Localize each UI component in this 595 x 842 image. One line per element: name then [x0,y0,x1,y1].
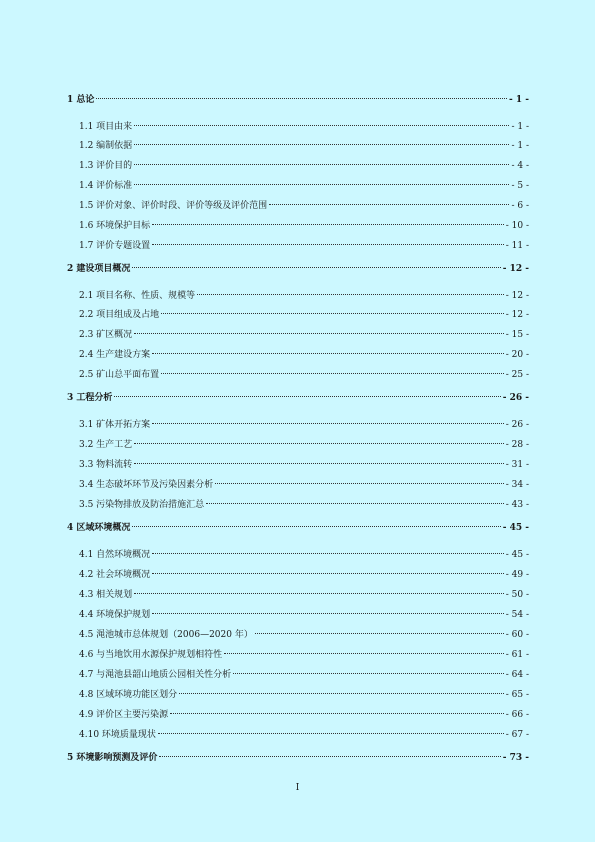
toc-dot-leader [206,503,504,504]
toc-dot-leader [161,373,504,374]
toc-entry-page: - 64 - [505,670,529,680]
toc-section-entry[interactable] [67,548,529,562]
toc-section-entry[interactable] [67,688,529,702]
toc-dot-leader [134,333,504,334]
toc-entry-title: 2.2 项目组成及占地 [79,310,160,320]
toc-entry-page: - 60 - [505,630,529,640]
toc-entry-title: 1.7 评价专题设置 [79,241,151,251]
toc-entry-title: 2.4 生产建设方案 [79,350,151,360]
toc-entry-page: - 12 - [502,264,529,274]
toc-section-entry[interactable] [67,239,529,253]
toc-dot-leader [255,633,504,634]
table-of-contents [67,0,529,842]
toc-entry-title: 4.6 与当地饮用水源保护规划相符性 [79,650,223,660]
toc-entry-title: 1.6 环境保护目标 [79,221,151,231]
toc-entry-page: - 61 - [505,650,529,660]
toc-entry-title: 3.5 污染物排放及防治措施汇总 [79,500,205,510]
toc-dot-leader [179,693,504,694]
toc-entry-page: - 26 - [505,420,529,430]
toc-dot-leader [152,423,504,424]
toc-entry-page: - 49 - [505,570,529,580]
toc-dot-leader [114,396,500,397]
toc-entry-title: 2 建设项目概况 [67,264,131,274]
toc-dot-leader [233,673,504,674]
toc-entry-page: - 15 - [505,330,529,340]
toc-dot-leader [197,294,504,295]
toc-entry-title: 4 区域环境概况 [67,523,131,533]
toc-chapter-entry[interactable] [67,262,529,276]
toc-dot-leader [134,125,509,126]
toc-dot-leader [269,204,509,205]
toc-entry-title: 5 环境影响预测及评价 [67,753,158,763]
toc-section-entry[interactable] [67,328,529,342]
toc-section-entry[interactable] [67,568,529,582]
toc-section-entry[interactable] [67,648,529,662]
toc-entry-title: 1.2 编制依据 [79,141,133,151]
toc-entry-title: 4.5 渑池城市总体规划（2006—2020 年） [79,630,253,640]
toc-section-entry[interactable] [67,418,529,432]
toc-dot-leader [132,526,500,527]
toc-entry-title: 4.1 自然环境概况 [79,550,151,560]
toc-section-entry[interactable] [67,588,529,602]
toc-entry-page: - 45 - [505,550,529,560]
toc-entry-title: 4.4 环境保护规划 [79,610,151,620]
toc-entry-title: 4.10 环境质量现状 [79,730,156,740]
toc-dot-leader [224,653,504,654]
toc-dot-leader [152,353,504,354]
toc-entry-page: - 6 - [511,201,529,211]
toc-dot-leader [161,313,504,314]
toc-entry-page: - 28 - [505,440,529,450]
toc-entry-page: - 5 - [511,181,529,191]
toc-dot-leader [152,224,504,225]
toc-entry-title: 1.5 评价对象、评价时段、评价等级及评价范围 [79,201,268,211]
toc-section-entry[interactable] [67,728,529,742]
toc-entry-page: - 11 - [505,241,529,251]
toc-entry-title: 3.4 生态破坏环节及污染因素分析 [79,480,214,490]
toc-entry-page: - 1 - [509,95,529,105]
toc-section-entry[interactable] [67,498,529,512]
toc-entry-title: 4.7 与渑池县韶山地质公园相关性分析 [79,670,232,680]
toc-entry-page: - 66 - [505,710,529,720]
toc-entry-page: - 4 - [511,161,529,171]
toc-entry-page: - 26 - [502,393,529,403]
toc-entry-title: 4.3 相关规划 [79,590,133,600]
toc-entry-page: - 10 - [505,221,529,231]
toc-entry-title: 1 总论 [67,95,95,105]
toc-entry-page: - 54 - [505,610,529,620]
toc-section-entry[interactable] [67,159,529,173]
toc-dot-leader [152,573,504,574]
toc-section-entry[interactable] [67,289,529,303]
toc-entry-page: - 12 - [505,310,529,320]
toc-entry-title: 1.4 评价标准 [79,181,133,191]
toc-section-entry[interactable] [67,668,529,682]
toc-entry-title: 1.1 项目由来 [79,122,133,132]
toc-section-entry[interactable] [67,120,529,134]
toc-dot-leader [215,483,504,484]
toc-section-entry[interactable] [67,348,529,362]
toc-section-entry[interactable] [67,458,529,472]
toc-entry-title: 2.1 项目名称、性质、规模等 [79,291,196,301]
toc-entry-title: 4.9 评价区主要污染源 [79,710,169,720]
toc-section-entry[interactable] [67,368,529,382]
toc-dot-leader [158,733,504,734]
toc-entry-title: 3.3 物料流转 [79,460,133,470]
toc-dot-leader [134,443,504,444]
toc-dot-leader [170,713,504,714]
toc-entry-title: 4.2 社会环境概况 [79,570,151,580]
toc-entry-page: - 34 - [505,480,529,490]
toc-section-entry[interactable] [67,139,529,153]
toc-chapter-entry[interactable] [67,93,529,107]
footer-page-number: I [295,783,300,793]
toc-entry-title: 2.5 矿山总平面布置 [79,370,160,380]
toc-entry-page: - 67 - [505,730,529,740]
toc-dot-leader [134,463,504,464]
toc-dot-leader [152,613,504,614]
toc-dot-leader [134,593,504,594]
toc-section-entry[interactable] [67,219,529,233]
toc-chapter-entry[interactable] [67,521,529,535]
toc-entry-title: 4.8 区域环境功能区划分 [79,690,178,700]
toc-entry-page: - 65 - [505,690,529,700]
toc-chapter-entry[interactable] [67,751,529,765]
toc-dot-leader [134,184,509,185]
toc-section-entry[interactable] [67,628,529,642]
toc-entry-page: - 1 - [511,122,529,132]
toc-entry-title: 2.3 矿区概况 [79,330,133,340]
toc-entry-title: 1.3 评价目的 [79,161,133,171]
toc-entry-page: - 31 - [505,460,529,470]
toc-entry-page: - 12 - [505,291,529,301]
toc-entry-page: - 45 - [502,523,529,533]
toc-dot-leader [152,553,504,554]
toc-section-entry[interactable] [67,438,529,452]
toc-dot-leader [134,164,509,165]
toc-dot-leader [152,244,504,245]
toc-entry-page: - 25 - [505,370,529,380]
toc-entry-page: - 43 - [505,500,529,510]
toc-chapter-entry[interactable] [67,391,529,405]
toc-dot-leader [134,144,509,145]
page-number-footer [0,782,595,794]
toc-entry-page: - 50 - [505,590,529,600]
toc-dot-leader [96,98,507,99]
toc-entry-page: - 1 - [511,141,529,151]
toc-entry-page: - 20 - [505,350,529,360]
toc-entry-title: 3.1 矿体开拓方案 [79,420,151,430]
toc-section-entry[interactable] [67,608,529,622]
toc-dot-leader [159,756,500,757]
toc-dot-leader [132,267,500,268]
toc-entry-title: 3 工程分析 [67,393,113,403]
toc-entry-title: 3.2 生产工艺 [79,440,133,450]
toc-entry-page: - 73 - [502,753,529,763]
toc-section-entry[interactable] [67,308,529,322]
toc-section-entry[interactable] [67,179,529,193]
toc-section-entry[interactable] [67,708,529,722]
toc-section-entry[interactable] [67,199,529,213]
toc-section-entry[interactable] [67,478,529,492]
